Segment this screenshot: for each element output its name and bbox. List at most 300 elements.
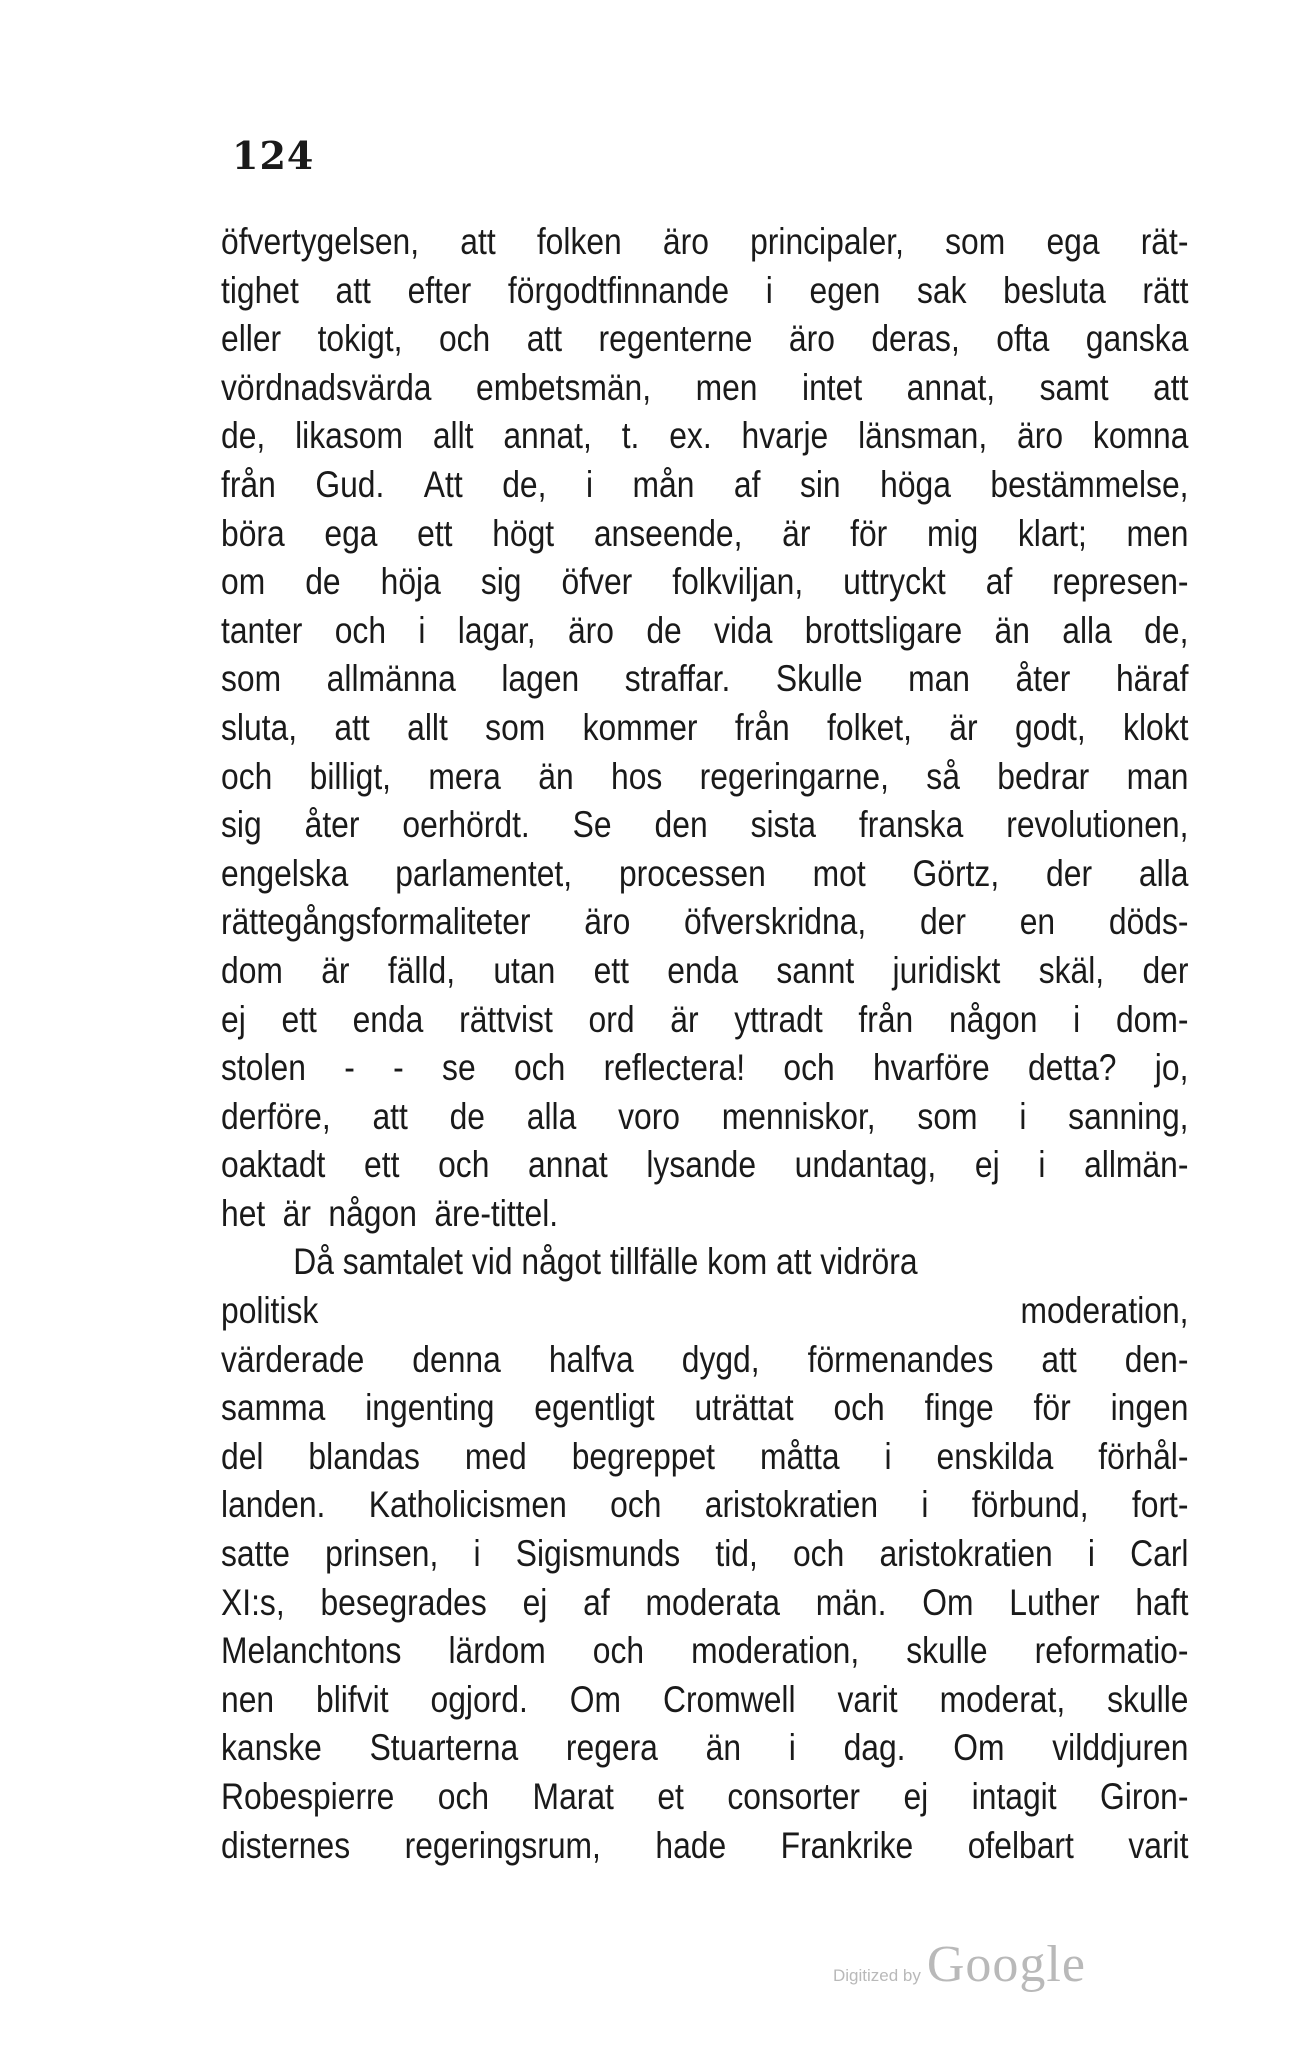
word: öfver: [561, 561, 633, 603]
paragraph-2-first-line: [221, 1238, 1189, 1287]
text-line: [221, 1579, 1189, 1628]
word: för: [1033, 1387, 1071, 1429]
word: menniskor,: [721, 1095, 876, 1137]
word: -: [344, 1047, 355, 1089]
word: revolutionen,: [1006, 804, 1189, 846]
word: hvarföre: [872, 1047, 990, 1089]
word: är: [782, 512, 811, 554]
word: värderade: [221, 1338, 365, 1380]
word: som: [485, 706, 546, 748]
word: franska: [858, 804, 964, 846]
text-line: [221, 947, 1189, 996]
word: sista: [750, 804, 816, 846]
word: Sigismunds: [515, 1533, 681, 1575]
word: Görtz,: [912, 852, 1000, 894]
text-line: [221, 1384, 1189, 1433]
word: Frankrike: [780, 1824, 914, 1866]
text-line: [221, 315, 1189, 364]
word: anseende,: [593, 512, 743, 554]
text-line: Då samtalet vid något tillfälle kom att vidröra: [293, 1241, 918, 1283]
word: förmenandes: [807, 1338, 994, 1380]
word: klart;: [1017, 512, 1087, 554]
word: den-: [1124, 1338, 1189, 1380]
word: Om: [569, 1678, 622, 1720]
word: sig: [221, 804, 262, 846]
word: de: [449, 1095, 485, 1137]
word: och: [783, 1047, 835, 1089]
word: ofelbart: [967, 1824, 1074, 1866]
word: ofta: [996, 318, 1050, 360]
word: voro: [618, 1095, 680, 1137]
word: äro: [788, 318, 835, 360]
word: att: [334, 706, 370, 748]
word: så: [926, 755, 960, 797]
text-line: [221, 1627, 1189, 1676]
word: men: [1126, 512, 1189, 554]
word: Gud.: [315, 463, 385, 505]
word: folket,: [827, 706, 912, 748]
page-number: 124: [232, 133, 315, 178]
word: deras,: [871, 318, 960, 360]
word: tid,: [715, 1533, 758, 1575]
word: tighet: [221, 269, 299, 311]
word: måtta: [759, 1435, 840, 1477]
word: man: [1126, 755, 1189, 797]
word: begreppet: [571, 1435, 716, 1477]
word: sannt: [776, 949, 855, 991]
word: Robespierre: [221, 1776, 395, 1817]
word: komna: [1092, 415, 1189, 457]
word: Giron-: [1100, 1776, 1189, 1817]
word: kanske: [221, 1727, 322, 1769]
word: Marat: [532, 1776, 614, 1817]
word: och: [610, 1484, 662, 1526]
word: de,: [502, 463, 547, 505]
word: lysande: [646, 1144, 757, 1186]
word: äro: [662, 221, 709, 262]
word: skulle: [1107, 1678, 1189, 1720]
word: allmän-: [1084, 1144, 1189, 1186]
word: nen: [221, 1678, 275, 1720]
word: i: [473, 1533, 481, 1575]
word: med: [464, 1435, 527, 1477]
word: äro: [567, 609, 614, 651]
word: varit: [837, 1678, 898, 1720]
word: man: [908, 658, 970, 700]
word: egen: [809, 269, 881, 311]
word: ingenting: [365, 1387, 495, 1429]
word: en: [1019, 901, 1056, 943]
word: billigt,: [309, 755, 392, 797]
text-line: [221, 558, 1189, 607]
word: parlamentet,: [395, 852, 573, 894]
word: dom-: [1115, 998, 1189, 1040]
word: tanter: [221, 609, 303, 651]
word: XI:s,: [221, 1581, 285, 1623]
text-line: [221, 1044, 1189, 1093]
word: ett: [593, 949, 629, 991]
word: äro: [584, 901, 631, 943]
word: men: [695, 366, 758, 408]
word: intet: [802, 366, 863, 408]
text-line: [221, 1530, 1189, 1579]
word: åter: [304, 804, 360, 846]
word: Carl: [1130, 1533, 1189, 1575]
word: enda: [352, 998, 424, 1040]
word: än: [705, 1727, 742, 1769]
word: att: [335, 269, 371, 311]
word: landen.: [221, 1484, 326, 1526]
word: blifvit: [316, 1678, 389, 1720]
word: oerhördt.: [402, 804, 530, 846]
word: ord: [588, 998, 635, 1040]
word: et: [657, 1776, 684, 1817]
word: i: [1073, 998, 1081, 1040]
word: ega: [1046, 221, 1100, 262]
word: af: [733, 463, 761, 505]
word: fälld,: [387, 949, 456, 991]
word: är: [670, 998, 699, 1040]
google-logo: Google: [926, 1936, 1086, 1993]
word: i: [1087, 1533, 1095, 1575]
word: sluta,: [221, 706, 298, 748]
word: finge: [924, 1387, 994, 1429]
word: Se: [572, 804, 612, 846]
word: consorter: [727, 1776, 860, 1817]
word: eller: [221, 318, 282, 360]
digitization-watermark: [833, 1935, 1086, 1994]
word: och: [833, 1387, 885, 1429]
word: besegrades: [320, 1581, 487, 1623]
word: regeringsrum,: [404, 1824, 601, 1866]
word: af: [583, 1581, 610, 1623]
word: moderation,: [691, 1630, 860, 1672]
word: och: [792, 1533, 845, 1575]
paragraph-2: [221, 1238, 1189, 1870]
text-line: [221, 1433, 1189, 1482]
word: alla: [1062, 609, 1112, 651]
body-text: [221, 218, 1189, 1870]
word: i: [884, 1435, 892, 1477]
word: se: [442, 1047, 476, 1089]
word: ej: [903, 1776, 929, 1817]
word: tokigt,: [317, 318, 403, 360]
word: hos: [610, 755, 663, 797]
word: af: [985, 561, 1013, 603]
word: mig: [926, 512, 979, 554]
word: i: [788, 1727, 796, 1769]
word: ogjord.: [430, 1678, 528, 1720]
word: hvarje: [741, 415, 829, 457]
word: der: [1046, 852, 1093, 894]
paragraph-2-rest: [221, 1336, 1189, 1871]
word: ingen: [1110, 1387, 1189, 1429]
word: vilddjuren: [1052, 1727, 1189, 1769]
word: annat,: [503, 415, 592, 457]
text-line: [221, 1676, 1189, 1725]
word: män.: [815, 1581, 887, 1623]
word: om: [221, 561, 266, 603]
text-line: [221, 801, 1189, 850]
word: moderat,: [939, 1678, 1066, 1720]
word: mot: [812, 852, 866, 894]
word: samt: [1039, 366, 1109, 408]
word: ej: [221, 998, 246, 1040]
text-line: [221, 1481, 1189, 1530]
word: varit: [1128, 1824, 1189, 1866]
word: som: [917, 1095, 978, 1137]
word: lärdom: [448, 1630, 546, 1672]
word: höja: [380, 561, 441, 603]
word: utan: [493, 949, 556, 991]
word: lagar,: [457, 609, 536, 651]
word: som: [945, 221, 1006, 262]
word: folkviljan,: [672, 561, 804, 603]
word: vördnadsvärda: [221, 366, 432, 408]
word: ett: [281, 998, 317, 1040]
word: öfvertygelsen,: [221, 221, 420, 262]
word: och: [221, 755, 273, 797]
word: denna: [412, 1338, 501, 1380]
text-line: [221, 218, 1189, 267]
word: moderata: [645, 1581, 780, 1623]
word: stolen: [221, 1047, 306, 1089]
word: är: [321, 949, 350, 991]
text-line: [221, 996, 1189, 1045]
word: allt: [432, 415, 474, 457]
word: regeringarne,: [699, 755, 889, 797]
word: att: [1041, 1338, 1077, 1380]
word: derföre,: [221, 1095, 331, 1137]
word: hade: [655, 1824, 727, 1866]
word: och: [437, 1776, 490, 1817]
word: disternes: [221, 1824, 351, 1866]
word: ganska: [1085, 318, 1189, 360]
word: haft: [1135, 1581, 1189, 1623]
word: att: [526, 318, 563, 360]
word: förbund,: [971, 1484, 1089, 1526]
word: politisk: [221, 1290, 319, 1332]
word: skulle: [906, 1630, 988, 1672]
word: enda: [667, 949, 739, 991]
word: aristokratien: [704, 1484, 879, 1526]
text-line: [221, 267, 1189, 316]
word: att: [1153, 366, 1189, 408]
word: sak: [916, 269, 967, 311]
word: förgodtfinnande: [507, 269, 730, 311]
word: höga: [880, 463, 951, 505]
text-line: [221, 1724, 1189, 1773]
word: böra: [221, 512, 285, 554]
word: ett: [417, 512, 453, 554]
text-line: [221, 753, 1189, 802]
text-line: [221, 607, 1189, 656]
word: jo,: [1154, 1047, 1189, 1089]
word: aristokratien: [879, 1533, 1053, 1575]
word: att: [372, 1095, 408, 1137]
word: bestämmelse,: [990, 463, 1189, 505]
word: represen-: [1052, 561, 1189, 603]
word: reflectera!: [603, 1047, 746, 1089]
text-line: [221, 1773, 1189, 1822]
word: rättegångsformaliteter: [221, 901, 531, 943]
word: intagit: [971, 1776, 1057, 1817]
word: skäl,: [1038, 949, 1105, 991]
word: likasom: [295, 415, 403, 457]
word: den: [654, 804, 708, 846]
word: de,: [1144, 609, 1189, 651]
word: i: [585, 463, 594, 505]
word: egentligt: [534, 1387, 655, 1429]
word: -: [393, 1047, 404, 1089]
word: alla: [1138, 852, 1189, 894]
paragraph-2-italic-line: [221, 1287, 1189, 1336]
word: från: [221, 463, 276, 505]
word: mera: [428, 755, 501, 797]
text-line: [221, 850, 1189, 899]
text-line-content: het är någon äre-tittel.: [221, 1192, 559, 1234]
text-line: [221, 364, 1189, 413]
word: oaktadt: [221, 1144, 326, 1186]
paragraph-1: [221, 218, 1189, 1238]
word: fort-: [1131, 1484, 1189, 1526]
word: och: [438, 1144, 490, 1186]
word: i: [418, 609, 426, 651]
word: i: [1019, 1095, 1027, 1137]
word: mån: [632, 463, 695, 505]
word: ett: [364, 1144, 400, 1186]
word: principaler,: [750, 221, 904, 262]
word: kommer: [582, 706, 698, 748]
word: bedrar: [997, 755, 1090, 797]
word: moderation,: [1020, 1290, 1189, 1332]
text-line: [221, 704, 1189, 753]
word: dom: [221, 949, 283, 991]
word: rät-: [1140, 221, 1189, 262]
word: för: [850, 512, 888, 554]
word: embetsmän,: [476, 366, 652, 408]
word: besluta: [1003, 269, 1106, 311]
text-line: [221, 1190, 1189, 1239]
word: någon: [948, 998, 1038, 1040]
text-line: [221, 510, 1189, 559]
word: regera: [565, 1727, 658, 1769]
word: ega: [324, 512, 378, 554]
word: prinsen,: [325, 1533, 439, 1575]
word: Luther: [1009, 1581, 1100, 1623]
text-line: [221, 655, 1189, 704]
word: från: [734, 706, 790, 748]
word: detta?: [1028, 1047, 1117, 1089]
text-line: [221, 898, 1189, 947]
word: i: [1038, 1144, 1046, 1186]
word: uttryckt: [843, 561, 946, 603]
word: satte: [221, 1533, 290, 1575]
word: Cromwell: [662, 1678, 796, 1720]
word: regenterne: [598, 318, 753, 360]
word: der: [1142, 949, 1189, 991]
word: åter: [1015, 658, 1071, 700]
word: allt: [407, 706, 448, 748]
word: som: [221, 658, 282, 700]
word: häraf: [1115, 658, 1189, 700]
text-line: [221, 412, 1189, 461]
word: vida: [714, 609, 773, 651]
word: ej: [974, 1144, 1000, 1186]
word: efter: [407, 269, 472, 311]
word: brottsligare: [804, 609, 963, 651]
word: undantag,: [794, 1144, 937, 1186]
word: i: [921, 1484, 929, 1526]
word: samma: [221, 1387, 326, 1429]
word: de: [305, 561, 341, 603]
text-line: [221, 1093, 1189, 1142]
word: straffar.: [624, 658, 731, 700]
word: Skulle: [775, 658, 863, 700]
word: blandas: [308, 1435, 420, 1477]
text-line: [221, 1336, 1189, 1385]
word: och: [592, 1630, 645, 1672]
word: ej: [522, 1581, 548, 1623]
word: dag.: [843, 1727, 906, 1769]
word: klokt: [1123, 706, 1189, 748]
word: Stuarterna: [369, 1727, 519, 1769]
text-line: [221, 1141, 1189, 1190]
word: de,: [221, 415, 266, 457]
word: godt,: [1014, 706, 1086, 748]
word: del: [221, 1435, 264, 1477]
word: folken: [536, 221, 622, 262]
word: än: [538, 755, 574, 797]
word: t.: [621, 415, 640, 457]
word: och: [513, 1047, 566, 1089]
word: halfva: [548, 1338, 634, 1380]
word: enskilda: [936, 1435, 1054, 1477]
word: alla: [526, 1095, 577, 1137]
word: sin: [799, 463, 841, 505]
word: annat,: [906, 366, 996, 408]
word: Melanchtons: [221, 1630, 402, 1672]
word: länsman,: [858, 415, 988, 457]
word: lagen: [501, 658, 580, 700]
word: högt: [492, 512, 555, 554]
word: Om: [953, 1727, 1005, 1769]
word: sanning,: [1068, 1095, 1189, 1137]
word: allmänna: [326, 658, 456, 700]
word: reformatio-: [1034, 1630, 1189, 1672]
word: döds-: [1108, 901, 1189, 943]
word: Om: [922, 1581, 974, 1623]
word: uträttat: [694, 1387, 794, 1429]
text-line: [221, 461, 1189, 510]
watermark-prefix: Digitized by: [833, 1966, 921, 1985]
word: engelska: [221, 852, 349, 894]
word: juridiskt: [892, 949, 1001, 991]
word: ex.: [669, 415, 712, 457]
word: Att: [423, 463, 463, 505]
word: sig: [480, 561, 522, 603]
word: dygd,: [681, 1338, 760, 1380]
word: äro: [1017, 415, 1064, 457]
text-line: [221, 1822, 1189, 1871]
word: der: [919, 901, 966, 943]
word: och: [334, 609, 387, 651]
word: annat: [528, 1144, 608, 1186]
word: och: [438, 318, 491, 360]
word: öfverskridna,: [684, 901, 867, 943]
word: de: [646, 609, 682, 651]
word: från: [858, 998, 914, 1040]
